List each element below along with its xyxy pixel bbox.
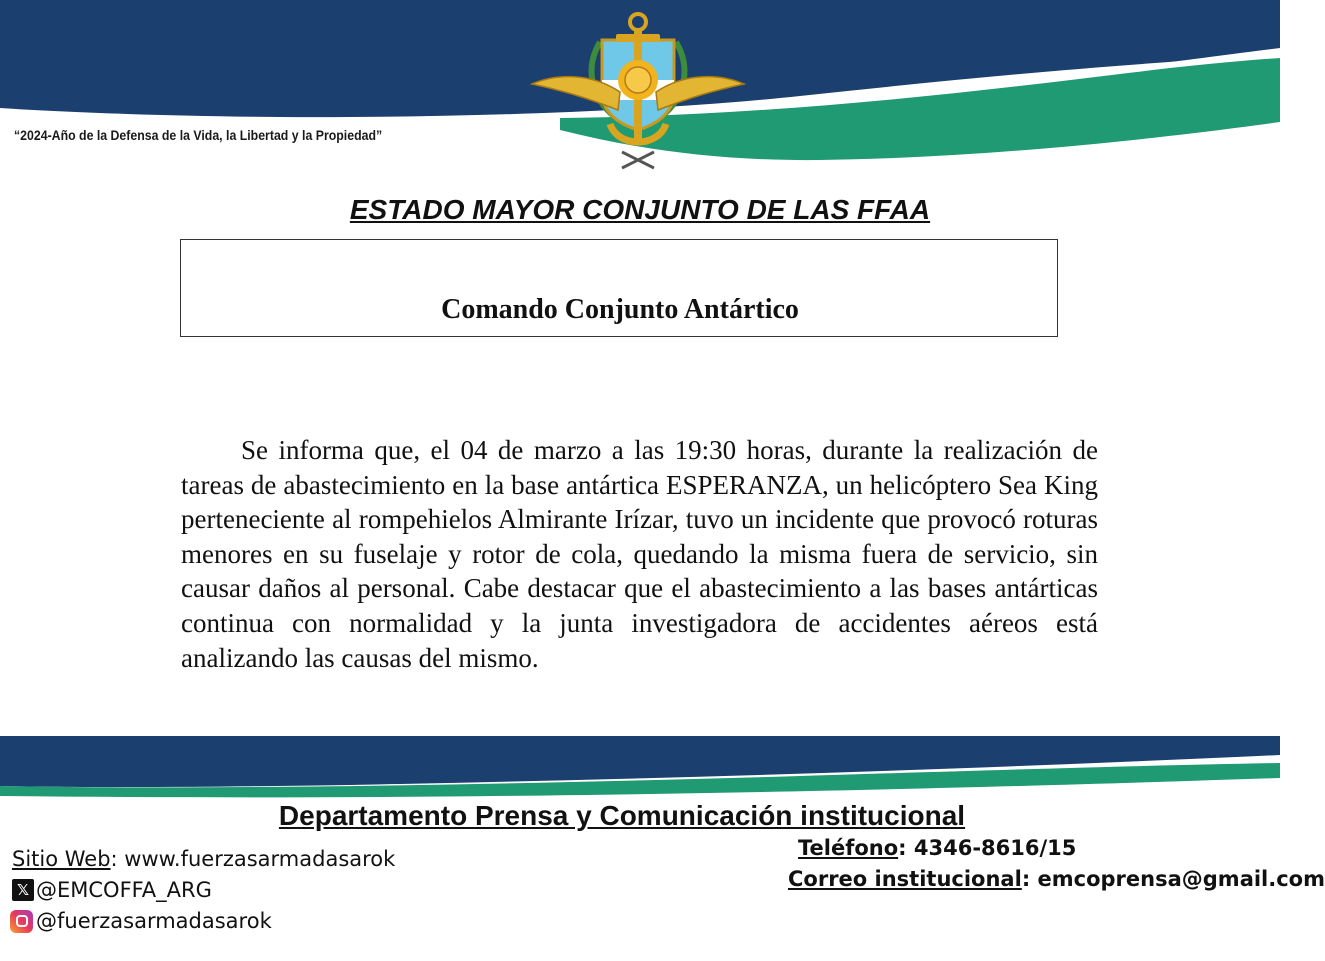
department-title: Departamento Prensa y Comunicación institucional — [278, 800, 966, 831]
emcoffa-emblem-icon — [530, 12, 746, 172]
website-line — [12, 847, 395, 871]
website-link[interactable]: : www.fuerzasarmadasarok — [110, 847, 396, 871]
x-logo-icon: 𝕏 — [12, 879, 34, 901]
x-handle[interactable]: @EMCOFFA_ARG — [36, 878, 212, 902]
instagram-handle[interactable]: @fuerzasarmadasarok — [36, 909, 272, 933]
communique-body: Se informa que, el 04 de marzo a las 19:30 horas, durante la realización de tareas de abastecimiento en la base antártica ESPERANZA, un helicóptero Sea King perteneciente al rompehielos Almirante Irízar, tuvo un incidente que provocó roturas menores en su fuselaje y rotor de cola, quedando la misma fuera de servicio, sin causar daños al personal. Cabe destacar que el abastecimiento a las bases antárticas continua con normalidad y la junta investigadora de accidentes aéreos está analizando las causas del mismo. — [181, 435, 1098, 673]
email-address[interactable]: : emcoprensa@gmail.com — [1021, 867, 1325, 891]
x-handle-line — [12, 878, 212, 902]
phone-line — [798, 836, 1076, 860]
instagram-handle-line — [10, 909, 272, 933]
email-label: Correo institucional — [788, 867, 1022, 891]
website-label: Sitio Web — [12, 847, 111, 871]
phone-label: Teléfono — [798, 836, 899, 860]
email-line — [788, 867, 1325, 891]
footer-wave-band — [0, 730, 1280, 810]
organization-title: ESTADO MAYOR CONJUNTO DE LAS FFAA — [349, 194, 931, 225]
phone-number: : 4346-8616/15 — [898, 836, 1077, 860]
command-title: Comando Conjunto Antártico — [441, 294, 799, 325]
year-motto: “2024-Año de la Defensa de la Vida, la Libertad y la Propiedad” — [14, 127, 383, 143]
instagram-logo-icon — [10, 910, 33, 933]
